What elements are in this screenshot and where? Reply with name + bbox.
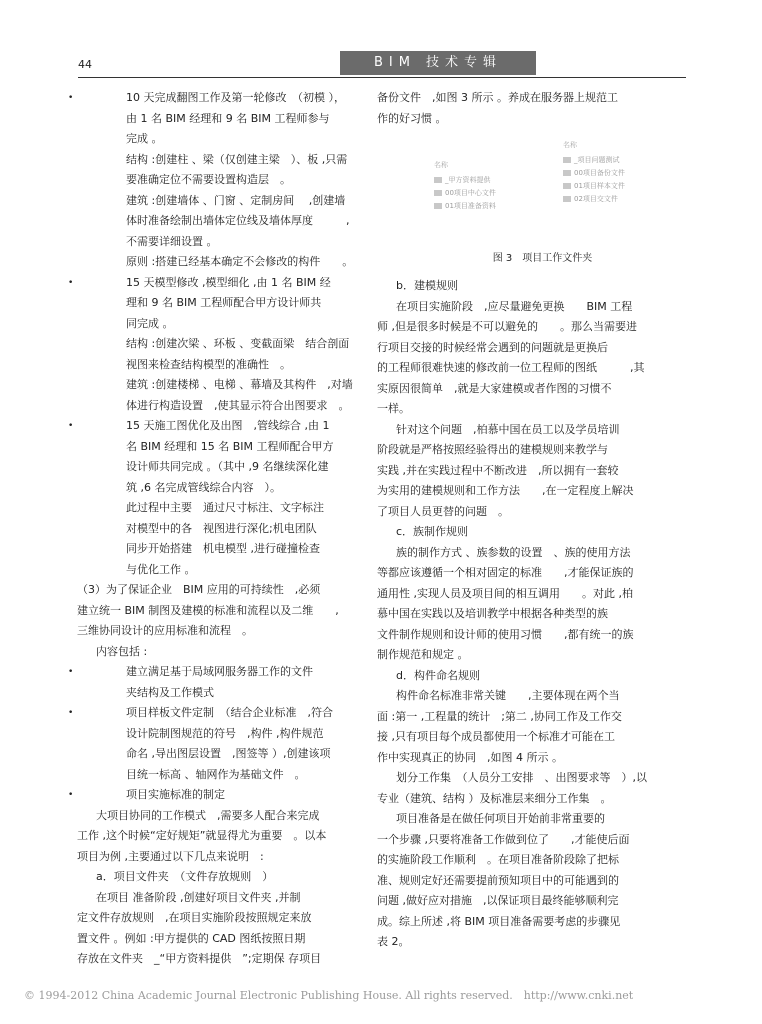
- text-line: 筑 ,6 名完成管线综合内容 ）。: [126, 480, 281, 494]
- text-line: 实原因很简单 ,就是大家建模或者作图的习惯不: [377, 381, 612, 395]
- bullet-line: • 建立满足基于局域网服务器工作的文件: [96, 662, 381, 683]
- text-line: 存放在文件夹 _“甲方资料提供 ”;定期保 存项目: [77, 952, 322, 965]
- folder-item: [563, 154, 625, 167]
- page-number: 44: [78, 58, 92, 71]
- text-line: d．构件命名规则: [396, 668, 480, 682]
- bullet-line: • 10 天完成翻图工作及第一轮修改 （初模 ），: [96, 88, 381, 109]
- text-line: 族的制作方式 、族参数的设置 、族的使用方法: [396, 545, 631, 559]
- text-line: 慕中国在实践以及培训教学中根据各种类型的族: [377, 607, 608, 620]
- text-line: 行项目交接的时候经常会遇到的问题就是更换后: [377, 340, 608, 354]
- bullet-line: • 15 天模型修改 ,模型细化 ,由 1 名 BIM 经: [96, 273, 381, 294]
- text-line: 针对这个问题 ,柏慕中国在员工以及学员培训: [396, 422, 620, 436]
- text-line: 面 :第一 ,工程量的统计 ;第二 ,协同工作及工作交: [377, 709, 622, 723]
- folder-list-left: [434, 159, 496, 213]
- text-line: 夹结构及工作模式: [126, 685, 214, 699]
- folder-name: 02项目交文件: [574, 195, 618, 203]
- figure-3: [396, 131, 689, 276]
- journal-banner: BIM 技术专辑: [340, 51, 536, 75]
- text-line: 对模型中的各 视图进行深化;机电团队: [126, 521, 317, 535]
- text-line: 项目为例 ,主要通过以下几点来说明 :: [77, 849, 264, 863]
- folder-screenshot: [428, 139, 686, 239]
- page-header: [78, 48, 686, 78]
- text-line: 体时准备绘制出墙体定位线及墙体厚度 ,: [126, 214, 350, 227]
- text-line: 制作规范和规定 。: [377, 648, 469, 661]
- folder-icon: [563, 170, 571, 176]
- text-line: 由 1 名 BIM 经理和 9 名 BIM 工程师参与: [126, 111, 330, 125]
- folder-icon: [434, 177, 442, 183]
- folder-item: [434, 187, 496, 200]
- text-line: 置文件 。例如 :甲方提供的 CAD 图纸按照日期: [77, 931, 306, 945]
- column-header-name: 名称: [434, 161, 448, 169]
- folder-item: [563, 167, 625, 180]
- right-column-body: [377, 276, 689, 953]
- bullet-line: • 项目实施标准的制定: [96, 785, 381, 806]
- text-line: 通用性 ,实现人员及项目间的相互调用 。对此 ,柏: [377, 586, 633, 600]
- bullet-line: • 项目样板文件定制 （结合企业标准 ,符合: [96, 703, 381, 724]
- folder-icon: [563, 183, 571, 189]
- text-line: （3）为了保证企业 BIM 应用的可持续性 ,必须: [77, 583, 321, 596]
- text-line: 定文件存放规则 ,在项目实施阶段按照规定来放: [77, 911, 312, 924]
- text-line: 阶段就是严格按照经验得出的建模规则来教学与: [377, 443, 608, 456]
- text-line: 内容包括 :: [96, 644, 148, 658]
- folder-name: _项目问题测试: [574, 156, 620, 164]
- text-line: 作的好习惯 。: [377, 111, 447, 125]
- folder-item: [434, 200, 496, 213]
- text-line: 为实用的建模规则和工作方法 ,在一定程度上解决: [377, 484, 634, 497]
- text-line: 了项目人员更替的问题 。: [377, 504, 509, 518]
- text-line: 项目准备是在做任何项目开始前非常重要的: [396, 812, 605, 825]
- text-line: 的实施阶段工作顺利 。在项目准备阶段除了把标: [377, 853, 619, 866]
- text-line: 与优化工作 。: [126, 562, 196, 576]
- text-line: 设计师共同完成 。（其中 ,9 名继续深化建: [126, 460, 329, 473]
- text-line: 视图来检查结构模型的准确性 。: [126, 357, 291, 371]
- text-line: 文件制作规则和设计师的使用习惯 ,都有统一的族: [377, 627, 634, 641]
- header-rule: [78, 77, 686, 78]
- text-line: 此过程中主要 通过尺寸标注、文字标注: [126, 501, 324, 514]
- text-line: 一个步骤 ,只要将准备工作做到位了 ,才能使后面: [377, 832, 630, 846]
- right-column: [377, 88, 689, 953]
- text-line: 三维协同设计的应用标准和流程 。: [77, 624, 253, 637]
- text-line: 要准确定位不需要设置构造层 。: [126, 173, 291, 186]
- folder-icon: [434, 203, 442, 209]
- folder-icon: [434, 190, 442, 196]
- text-line: 建筑 :创建墙体 、门窗 、定制房间 ,创建墙: [126, 193, 346, 207]
- text-line: 专业（建筑、结构 ）及标准层来细分工作集 。: [377, 791, 612, 805]
- text-line: 体进行构造设置 ,使其显示符合出图要求 。: [126, 398, 350, 412]
- text-line: 等都应该遵循一个相对固定的标准 ,才能保证族的: [377, 566, 634, 579]
- folder-list-right: [563, 139, 625, 206]
- text-line: 目统一标高 、轴网作为基础文件 。: [126, 767, 306, 781]
- text-line: 实践 ,并在实践过程中不断改进 ,所以拥有一套较: [377, 463, 619, 477]
- text-line: 名 BIM 经理和 15 名 BIM 工程师配合甲方: [126, 439, 334, 453]
- text-line: 表 2。: [377, 935, 410, 948]
- right-column-top: [377, 88, 689, 129]
- folder-name: 00项目备份文件: [574, 169, 625, 177]
- folder-item: [434, 174, 496, 187]
- text-line: 构件命名标准非常关键 ,主要体现在两个当: [396, 689, 620, 702]
- text-line: 原则 :搭建已经基本确定不会修改的构件 。: [126, 255, 354, 268]
- text-line: 同步开始搭建 机电模型 ,进行碰撞检查: [126, 542, 320, 555]
- text-line: a．项目文件夹 （文件存放规则 ）: [96, 870, 274, 883]
- text-line: 理和 9 名 BIM 工程师配合甲方设计师共: [126, 296, 322, 309]
- copyright-footer: © 1994-2012 China Academic Journal Electronic Publishing House. All rights reserved. http://www.cnki.net: [24, 989, 634, 1002]
- text-line: 不需要详细设置 。: [126, 234, 218, 248]
- folder-item: [563, 193, 625, 206]
- folder-name: _甲方资料提供: [445, 176, 491, 184]
- text-line: 建立统一 BIM 制图及建模的标准和流程以及二维 ,: [77, 603, 339, 617]
- text-line: 命名 ,导出图层设置 ,图签等 ）,创建该项: [126, 747, 331, 760]
- text-line: b．建模规则: [396, 279, 458, 292]
- text-line: 结构 :创建次梁 、环板 、变截面梁 结合剖面: [126, 337, 350, 350]
- folder-icon: [563, 196, 571, 202]
- folder-icon: [563, 157, 571, 163]
- figure-caption: 图 3 项目工作文件夹: [492, 253, 593, 264]
- text-line: 在项目 准备阶段 ,创建好项目文件夹 ,并制: [96, 890, 301, 904]
- text-line: 成。综上所述 ,将 BIM 项目准备需要考虑的步骤见: [377, 914, 621, 928]
- folder-name: 01项目样本文件: [574, 182, 625, 190]
- text-line: 一样。: [377, 402, 410, 415]
- text-line: 备份文件 ,如图 3 所示 。养成在服务器上规范工: [377, 91, 618, 104]
- text-line: 在项目实施阶段 ,应尽量避免更换 BIM 工程: [396, 299, 633, 313]
- text-line: 设计院制图规范的符号 ,构件 ,构件规范: [126, 726, 324, 740]
- text-line: c．族制作规则: [396, 525, 469, 538]
- bullet-line: • 15 天施工图优化及出图 ,管线综合 ,由 1: [96, 416, 381, 437]
- text-line: 的工程师很难快速的修改前一位工程师的图纸 ,其: [377, 361, 645, 374]
- text-line: 问题 ,做好应对措施 ,以保证项目最终能够顺利完: [377, 894, 619, 907]
- text-line: 师 ,但是很多时候是不可以避免的 。那么当需要进: [377, 320, 637, 333]
- folder-name: 00项目中心文件: [445, 189, 496, 197]
- text-line: 作中实现真正的协同 ,如图 4 所示 。: [377, 750, 563, 764]
- text-line: 完成 。: [126, 132, 163, 145]
- text-line: 大项目协同的工作模式 ,需要多人配合来完成: [96, 808, 320, 822]
- left-column: [77, 88, 381, 970]
- text-line: 同完成 。: [126, 316, 174, 330]
- text-line: 划分工作集 （人员分工安排 、出图要求等 ）,以: [396, 771, 647, 784]
- text-line: 建筑 :创建楼梯 、电梯 、幕墙及其构件 ,对墙: [126, 378, 353, 391]
- text-line: 工作 ,这个时候“定好规矩”就显得尤为重要 。以本: [77, 829, 327, 842]
- folder-name: 01项目准备资料: [445, 202, 496, 210]
- text-line: 接 ,只有项目每个成员都使用一个标准才可能在工: [377, 730, 615, 743]
- folder-item: [563, 180, 625, 193]
- column-header-name: 名称: [563, 141, 577, 149]
- text-line: 准、规则定好还需要提前预知项目中的可能遇到的: [377, 873, 619, 887]
- text-line: 结构 :创建柱 、梁（仅创建主梁 ）、板 ,只需: [126, 152, 348, 166]
